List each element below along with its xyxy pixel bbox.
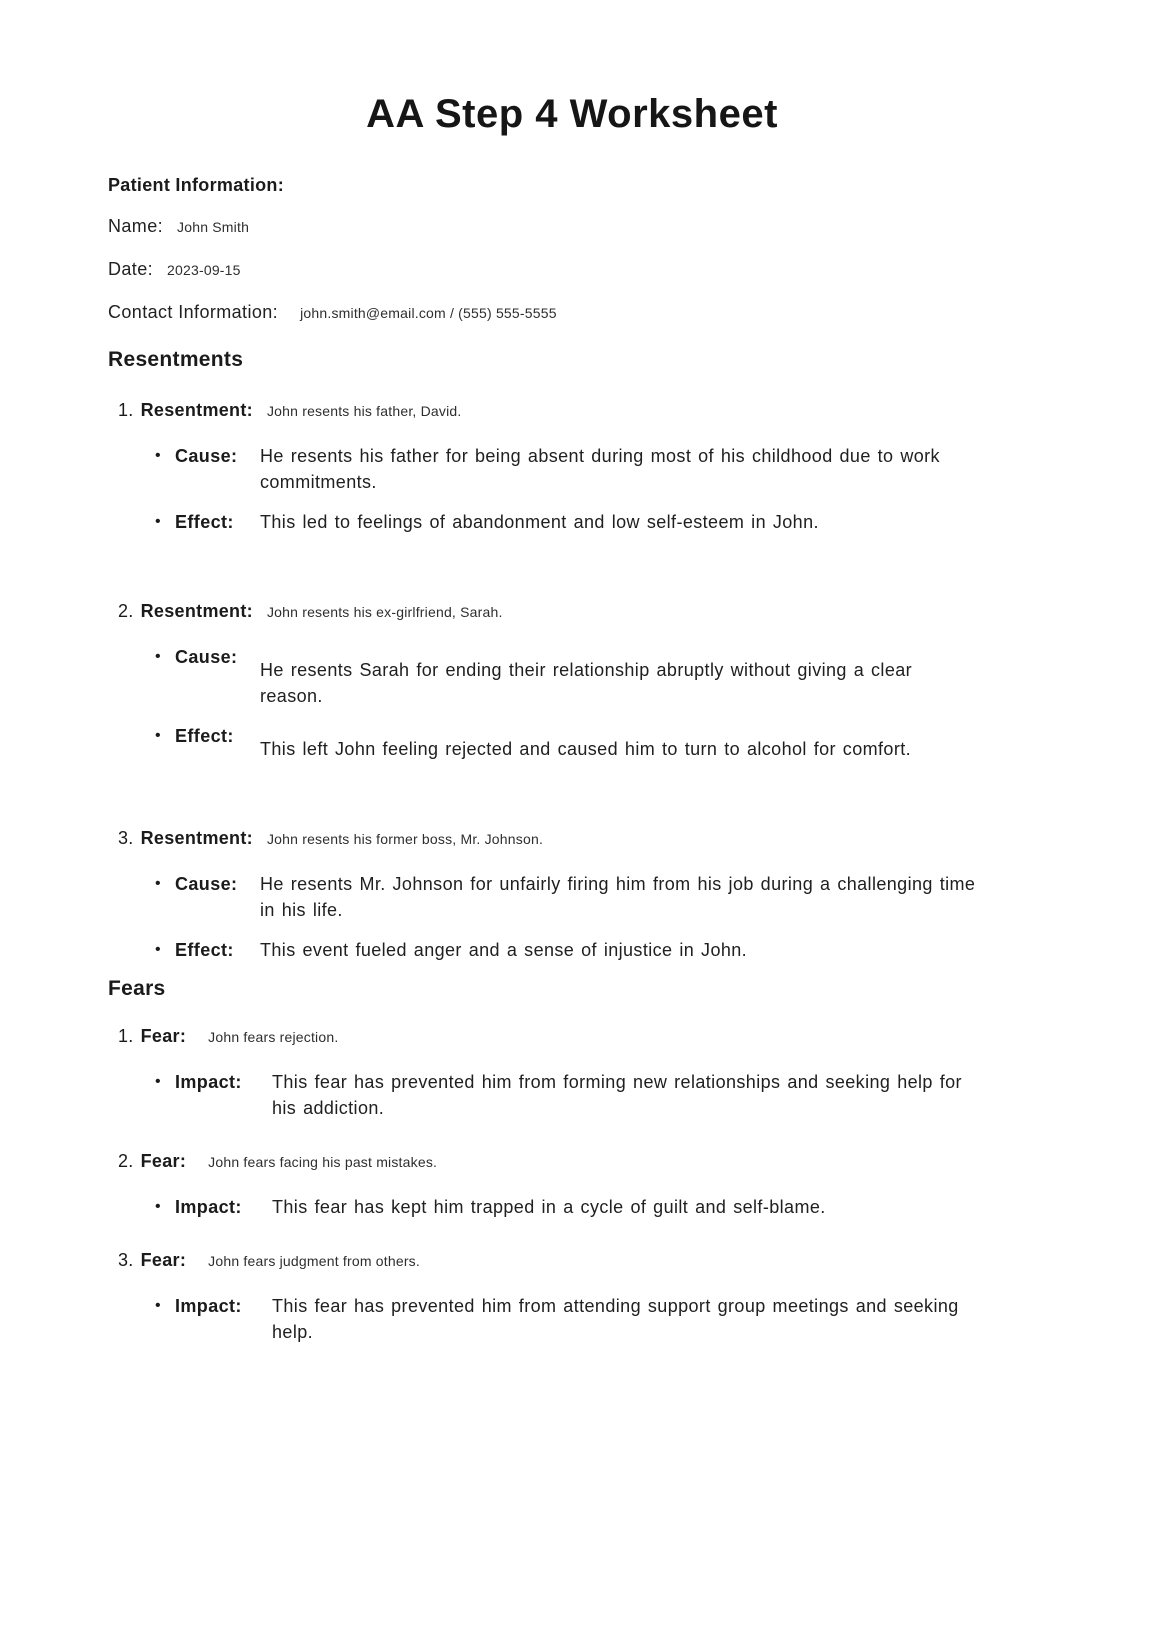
fear-item-3 (108, 1250, 976, 1345)
contact-label: Contact Information: (108, 302, 279, 322)
bullet-icon: • (155, 447, 162, 464)
patient-name-row (108, 216, 976, 237)
resentments-section (108, 348, 976, 963)
resentment-item-1 (108, 400, 976, 535)
effect-label: Effect: (175, 940, 234, 960)
resentment-label: Resentment: (140, 400, 253, 420)
fears-section (108, 977, 976, 1345)
impact-row (108, 1293, 976, 1345)
name-label: Name: (108, 216, 164, 236)
resentment-3-head (108, 828, 976, 849)
fear-answer: John fears judgment from others. (208, 1253, 420, 1269)
item-number: 1. (118, 400, 134, 420)
effect-label: Effect: (175, 512, 234, 532)
date-value: 2023-09-15 (167, 262, 241, 278)
effect-row (108, 509, 976, 535)
resentment-item-2 (108, 601, 976, 762)
patient-contact-row (108, 302, 976, 323)
impact-value: This fear has prevented him from attending support group meetings and seeking help. (272, 1296, 959, 1342)
impact-value: This fear has prevented him from forming new relationships and seeking help for his addiction. (272, 1072, 962, 1118)
bullet-icon: • (155, 941, 162, 958)
effect-row (108, 937, 976, 963)
cause-row (108, 871, 976, 923)
fear-answer: John fears facing his past mistakes. (208, 1154, 438, 1170)
fear-item-2 (108, 1151, 976, 1220)
item-number: 2. (118, 601, 134, 621)
cause-row (108, 644, 976, 709)
fears-heading: Fears (108, 977, 166, 1000)
resentment-item-3 (108, 828, 976, 963)
patient-info-section (108, 175, 976, 323)
resentment-answer: John resents his father, David. (266, 403, 462, 419)
item-number: 1. (118, 1026, 134, 1046)
effect-value: This event fueled anger and a sense of injustice in John. (260, 940, 748, 960)
fear-item-1 (108, 1026, 976, 1121)
resentments-heading: Resentments (108, 348, 244, 371)
bullet-icon: • (155, 1297, 162, 1314)
bullet-icon: • (155, 1073, 162, 1090)
impact-label: Impact: (175, 1072, 242, 1092)
cause-value: He resents his father for being absent during most of his childhood due to work commitments. (260, 446, 940, 492)
impact-label: Impact: (175, 1296, 242, 1316)
resentment-label: Resentment: (140, 601, 253, 621)
fear-3-head (108, 1250, 976, 1271)
bullet-icon: • (155, 648, 162, 665)
bullet-icon: • (155, 875, 162, 892)
item-number: 3. (118, 1250, 134, 1270)
bullet-icon: • (155, 513, 162, 530)
impact-label: Impact: (175, 1197, 242, 1217)
resentment-label: Resentment: (140, 828, 253, 848)
effect-label: Effect: (175, 726, 234, 746)
item-number: 3. (118, 828, 134, 848)
fear-answer: John fears rejection. (208, 1029, 339, 1045)
effect-value: This led to feelings of abandonment and low self-esteem in John. (260, 512, 819, 532)
fear-1-head (108, 1026, 976, 1047)
resentment-2-head (108, 601, 976, 622)
bullet-icon: • (155, 1198, 162, 1215)
patient-info-heading: Patient Information: (108, 175, 284, 195)
resentment-answer: John resents his former boss, Mr. Johnson. (266, 831, 544, 847)
cause-row (108, 443, 976, 495)
resentment-answer: John resents his ex-girlfriend, Sarah. (266, 604, 503, 620)
effect-value: This left John feeling rejected and caused him to turn to alcohol for comfort. (260, 739, 912, 759)
fear-label: Fear: (140, 1026, 187, 1046)
bullet-icon: • (155, 727, 162, 744)
fear-2-head (108, 1151, 976, 1172)
patient-date-row (108, 259, 976, 280)
cause-label: Cause: (175, 446, 238, 466)
resentment-1-head (108, 400, 976, 421)
impact-row (108, 1069, 976, 1121)
contact-value: john.smith@email.com / (555) 555-5555 (300, 305, 557, 321)
cause-value: He resents Mr. Johnson for unfairly firing him from his job during a challenging time in his life. (260, 874, 976, 920)
impact-value: This fear has kept him trapped in a cycle of guilt and self-blame. (272, 1197, 826, 1217)
cause-value: He resents Sarah for ending their relationship abruptly without giving a clear reason. (260, 660, 913, 706)
cause-label: Cause: (175, 647, 238, 667)
item-number: 2. (118, 1151, 134, 1171)
cause-label: Cause: (175, 874, 238, 894)
fear-label: Fear: (140, 1250, 187, 1270)
date-label: Date: (108, 259, 154, 279)
page-title: AA Step 4 Worksheet (366, 92, 778, 136)
impact-row (108, 1194, 976, 1220)
fear-label: Fear: (140, 1151, 187, 1171)
effect-row (108, 723, 976, 762)
name-value: John Smith (177, 219, 250, 235)
